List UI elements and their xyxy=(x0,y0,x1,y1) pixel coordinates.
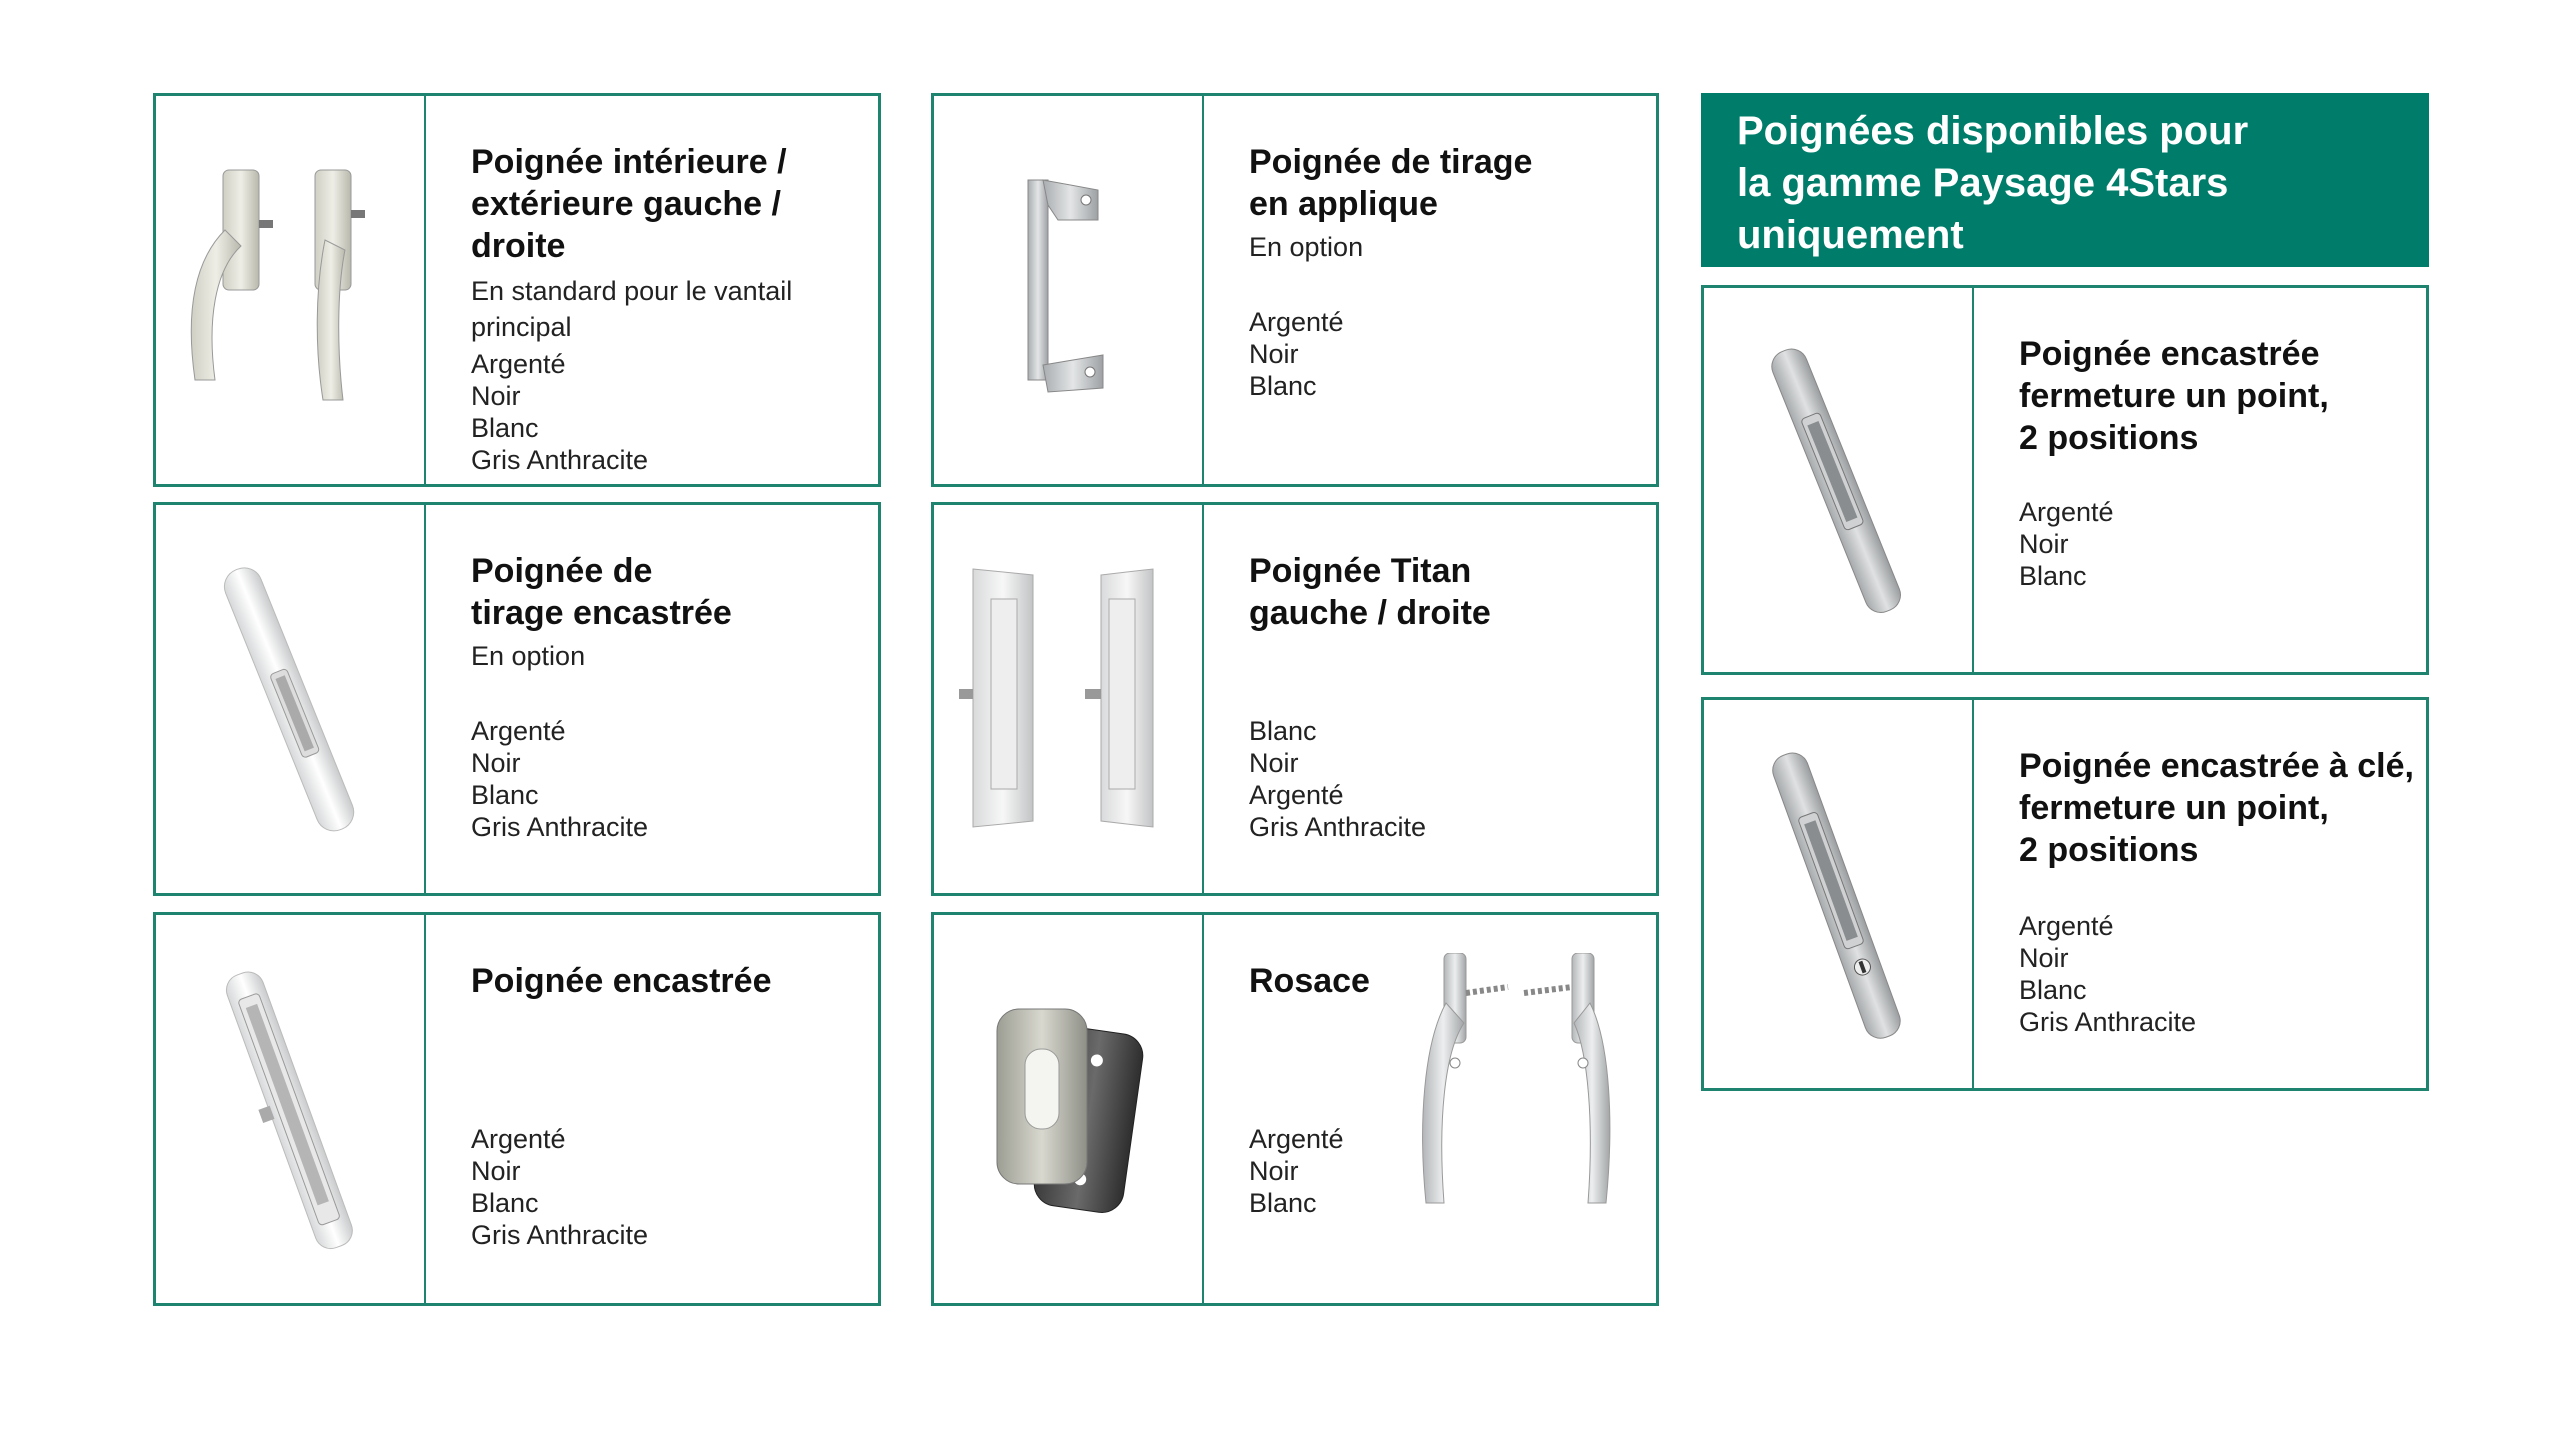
color-list xyxy=(1249,1123,1344,1219)
product-card-recessed-handle xyxy=(153,912,881,1306)
recessed-handle-icon xyxy=(1738,330,1938,630)
color-list xyxy=(1249,715,1426,843)
handle-image xyxy=(156,505,426,893)
color-option: Gris Anthracite xyxy=(1249,812,1427,842)
color-option: Noir xyxy=(471,381,521,411)
product-card-surface-pull-handle xyxy=(931,93,1659,487)
product-card-recessed-key-lock xyxy=(1701,697,2429,1091)
rosace-icon xyxy=(983,999,1153,1219)
product-card-recessed-one-point xyxy=(1701,285,2429,675)
color-option: Gris Anthracite xyxy=(471,1220,649,1250)
handle-image xyxy=(934,96,1204,484)
color-option: Blanc xyxy=(471,780,539,810)
color-list xyxy=(471,1123,648,1251)
section-banner: Poignées disponibles pour la gamme Paysage 4Stars uniquement xyxy=(1701,93,2429,267)
color-option: Gris Anthracite xyxy=(471,812,649,842)
handle-image xyxy=(934,505,1204,893)
handle-image xyxy=(156,96,426,484)
color-option: Argenté xyxy=(2019,911,2114,941)
handle-image xyxy=(1704,700,1974,1088)
lever-handle-pair-icon xyxy=(1404,953,1634,1213)
card-text xyxy=(471,141,858,345)
card-title: Poignée de tirage encastrée xyxy=(471,552,732,632)
titan-handle-icon xyxy=(953,559,1183,839)
card-title: Poignée encastrée à clé, fermeture un point, 2 positions xyxy=(2019,747,2414,869)
color-option: Argenté xyxy=(471,716,566,746)
product-card-rosace xyxy=(931,912,1659,1306)
card-title: Rosace xyxy=(1249,962,1370,1000)
color-list xyxy=(2019,496,2114,592)
color-option: Blanc xyxy=(1249,371,1317,401)
color-option: Noir xyxy=(2019,943,2069,973)
recessed-handle-icon xyxy=(190,549,390,849)
color-option: Noir xyxy=(1249,339,1299,369)
color-option: Gris Anthracite xyxy=(2019,1007,2197,1037)
color-option: Blanc xyxy=(2019,975,2087,1005)
color-option: Noir xyxy=(471,748,521,778)
color-option: Blanc xyxy=(471,1188,539,1218)
color-option: Noir xyxy=(1249,748,1299,778)
card-text xyxy=(1249,550,1636,634)
color-option: Argenté xyxy=(1249,1124,1344,1154)
handle-image xyxy=(1704,288,1974,672)
card-title: Poignée encastrée xyxy=(471,962,772,1000)
card-text xyxy=(2019,745,2418,871)
card-subtitle: En standard pour le vantail principal xyxy=(471,276,793,342)
handle-image xyxy=(156,915,426,1303)
color-list xyxy=(1249,306,1344,402)
card-subtitle: En option xyxy=(1249,232,1364,262)
recessed-handle-icon xyxy=(190,959,390,1259)
card-title: Poignée Titan gauche / droite xyxy=(1249,552,1491,632)
color-option: Argenté xyxy=(1249,780,1344,810)
color-option: Noir xyxy=(1249,1156,1299,1186)
card-title: Poignée intérieure / extérieure gauche / droite xyxy=(471,143,787,265)
color-option: Argenté xyxy=(2019,497,2114,527)
card-text xyxy=(471,550,858,674)
color-list xyxy=(2019,910,2196,1038)
product-card-recessed-pull-handle xyxy=(153,502,881,896)
color-option: Blanc xyxy=(1249,716,1317,746)
color-list xyxy=(471,715,648,843)
key-lock-handle-icon xyxy=(1738,739,1938,1049)
color-option: Blanc xyxy=(1249,1188,1317,1218)
color-option: Noir xyxy=(471,1156,521,1186)
pull-handle-icon xyxy=(988,160,1148,420)
color-list xyxy=(471,348,648,476)
window-handle-icon xyxy=(175,160,405,420)
color-option: Blanc xyxy=(471,413,539,443)
handle-image xyxy=(934,915,1204,1303)
color-option: Argenté xyxy=(471,1124,566,1154)
card-title: Poignée de tirage en applique xyxy=(1249,143,1533,223)
color-option: Noir xyxy=(2019,529,2069,559)
color-option: Argenté xyxy=(1249,307,1344,337)
card-title: Poignée encastrée fermeture un point, 2 positions xyxy=(2019,335,2329,457)
card-text xyxy=(2019,333,2406,459)
product-card-interior-exterior-handle xyxy=(153,93,881,487)
color-option: Blanc xyxy=(2019,561,2087,591)
color-option: Argenté xyxy=(471,349,566,379)
product-card-titan-handle xyxy=(931,502,1659,896)
color-option: Gris Anthracite xyxy=(471,445,649,475)
card-subtitle: En option xyxy=(471,641,586,671)
card-text xyxy=(471,960,858,1002)
card-text xyxy=(1249,141,1636,265)
